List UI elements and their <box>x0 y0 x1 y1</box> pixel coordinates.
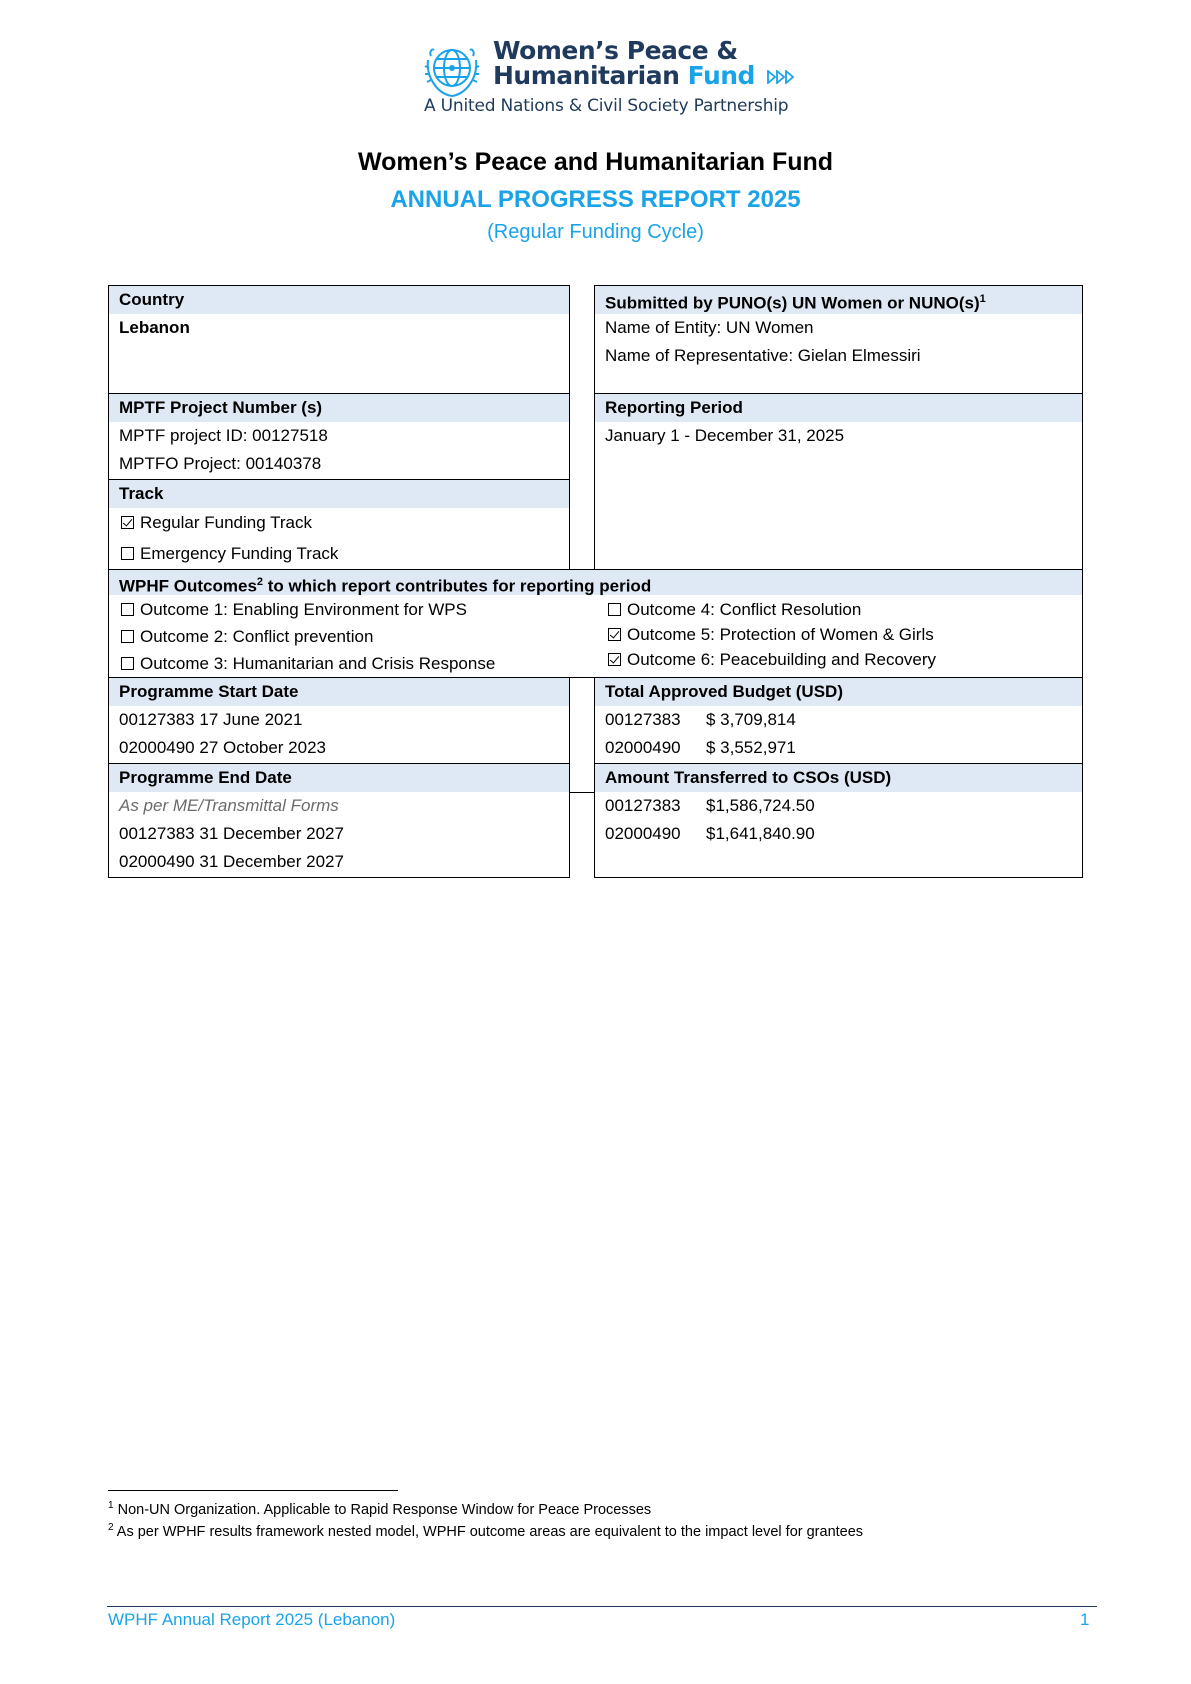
entity-name: Name of Entity: UN Women <box>605 318 814 337</box>
footnote-ref-2: 2 <box>256 576 264 588</box>
budget-row2-id: 02000490 <box>605 738 681 757</box>
mptfo-project: MPTFO Project: 00140378 <box>119 454 322 473</box>
transferred-row2-amount: $1,641,840.90 <box>706 824 815 843</box>
country-value: Lebanon <box>119 318 190 337</box>
page-number: 1 <box>1080 1610 1090 1629</box>
footnote-separator <box>108 1490 398 1491</box>
footer-rule <box>107 1606 1097 1607</box>
outcomes-label-b: to which report contributes for reporting period <box>263 576 652 596</box>
report-subtitle: (Regular Funding Cycle) <box>487 221 704 243</box>
footnote-2-text: As per WPHF results framework nested model, WPHF outcome areas are equivalent to the impact level for grantees <box>116 1523 864 1540</box>
emergency-track-checkbox[interactable] <box>121 547 134 560</box>
mptf-project-id: MPTF project ID: 00127518 <box>119 426 328 445</box>
outcome-1-label: Outcome 1: Enabling Environment for WPS <box>140 600 467 619</box>
footer-title: WPHF Annual Report 2025 (Lebanon) <box>108 1610 396 1629</box>
budget-row2-amount: $ 3,552,971 <box>706 738 796 757</box>
country-label: Country <box>109 286 569 314</box>
report-title: ANNUAL PROGRESS REPORT 2025 <box>390 186 801 213</box>
end-date-row1: 00127383 31 December 2027 <box>119 824 344 843</box>
start-date-row2: 02000490 27 October 2023 <box>119 738 327 757</box>
mptf-label: MPTF Project Number (s) <box>109 394 569 422</box>
outcome-6-checkbox[interactable] <box>608 653 621 666</box>
footnote-ref-1: 1 <box>979 293 986 305</box>
budget-label: Total Approved Budget (USD) <box>595 678 1082 706</box>
chevrons-right-icon <box>767 70 797 84</box>
transferred-row1-amount: $1,586,724.50 <box>706 796 815 815</box>
end-date-note: As per ME/Transmittal Forms <box>119 796 339 815</box>
submitted-label-text: Submitted by PUNO(s) UN Women or NUNO(s) <box>605 293 980 313</box>
outcome-3 <box>121 653 495 675</box>
outcome-2 <box>121 626 373 648</box>
footnote-1 <box>108 1500 651 1518</box>
footnote-2-number: 2 <box>108 1522 114 1533</box>
track-emergency <box>121 543 338 565</box>
outcome-3-label: Outcome 3: Humanitarian and Crisis Response <box>140 654 496 673</box>
transferred-label: Amount Transferred to CSOs (USD) <box>595 764 1082 792</box>
outcome-4-label: Outcome 4: Conflict Resolution <box>627 600 862 619</box>
outcome-6-label: Outcome 6: Peacebuilding and Recovery <box>627 650 937 669</box>
representative-name: Name of Representative: Gielan Elmessiri <box>605 346 921 365</box>
logo-wordmark-humanitarian: Humanitarian <box>493 61 680 90</box>
track-label: Track <box>109 480 569 508</box>
logo-tagline: A United Nations & Civil Society Partnership <box>424 96 789 116</box>
reporting-period-label: Reporting Period <box>595 394 1082 422</box>
track-regular <box>121 512 312 534</box>
divider <box>570 792 594 793</box>
outcomes-label-a: WPHF Outcomes <box>119 576 257 596</box>
outcome-2-checkbox[interactable] <box>121 630 134 643</box>
outcome-5-checkbox[interactable] <box>608 628 621 641</box>
emergency-track-label: Emergency Funding Track <box>140 544 339 563</box>
outcome-5 <box>608 624 934 646</box>
budget-row1-id: 00127383 <box>605 710 681 729</box>
outcome-1-checkbox[interactable] <box>121 603 134 616</box>
un-globe-logo-icon <box>420 38 484 102</box>
footnote-2 <box>108 1522 863 1540</box>
outcome-4-checkbox[interactable] <box>608 603 621 616</box>
footnote-1-number: 1 <box>108 1500 114 1511</box>
regular-track-checkbox[interactable] <box>121 516 134 529</box>
regular-track-label: Regular Funding Track <box>140 513 312 532</box>
logo-wordmark-line2 <box>493 61 797 90</box>
outcome-5-label: Outcome 5: Protection of Women & Girls <box>627 625 934 644</box>
submitted-label <box>595 286 1082 314</box>
logo-wordmark-line1: Women’s Peace & <box>493 36 738 65</box>
page-title: Women’s Peace and Humanitarian Fund <box>357 148 834 176</box>
start-date-label: Programme Start Date <box>109 678 569 706</box>
outcome-6 <box>608 649 936 671</box>
outcome-1 <box>121 599 467 621</box>
logo-wordmark-fund: Fund <box>687 61 755 90</box>
reporting-period-value: January 1 - December 31, 2025 <box>605 426 845 445</box>
footnote-1-text: Non-UN Organization. Applicable to Rapid Response Window for Peace Processes <box>117 1501 652 1518</box>
start-date-row1: 00127383 17 June 2021 <box>119 710 303 729</box>
transferred-row1-id: 00127383 <box>605 796 681 815</box>
end-date-row2: 02000490 31 December 2027 <box>119 852 344 871</box>
outcome-4 <box>608 599 861 621</box>
outcome-2-label: Outcome 2: Conflict prevention <box>140 627 374 646</box>
budget-row1-amount: $ 3,709,814 <box>706 710 796 729</box>
transferred-row2-id: 02000490 <box>605 824 681 843</box>
outcome-3-checkbox[interactable] <box>121 657 134 670</box>
outcomes-label <box>109 570 1082 595</box>
end-date-label: Programme End Date <box>109 764 569 792</box>
